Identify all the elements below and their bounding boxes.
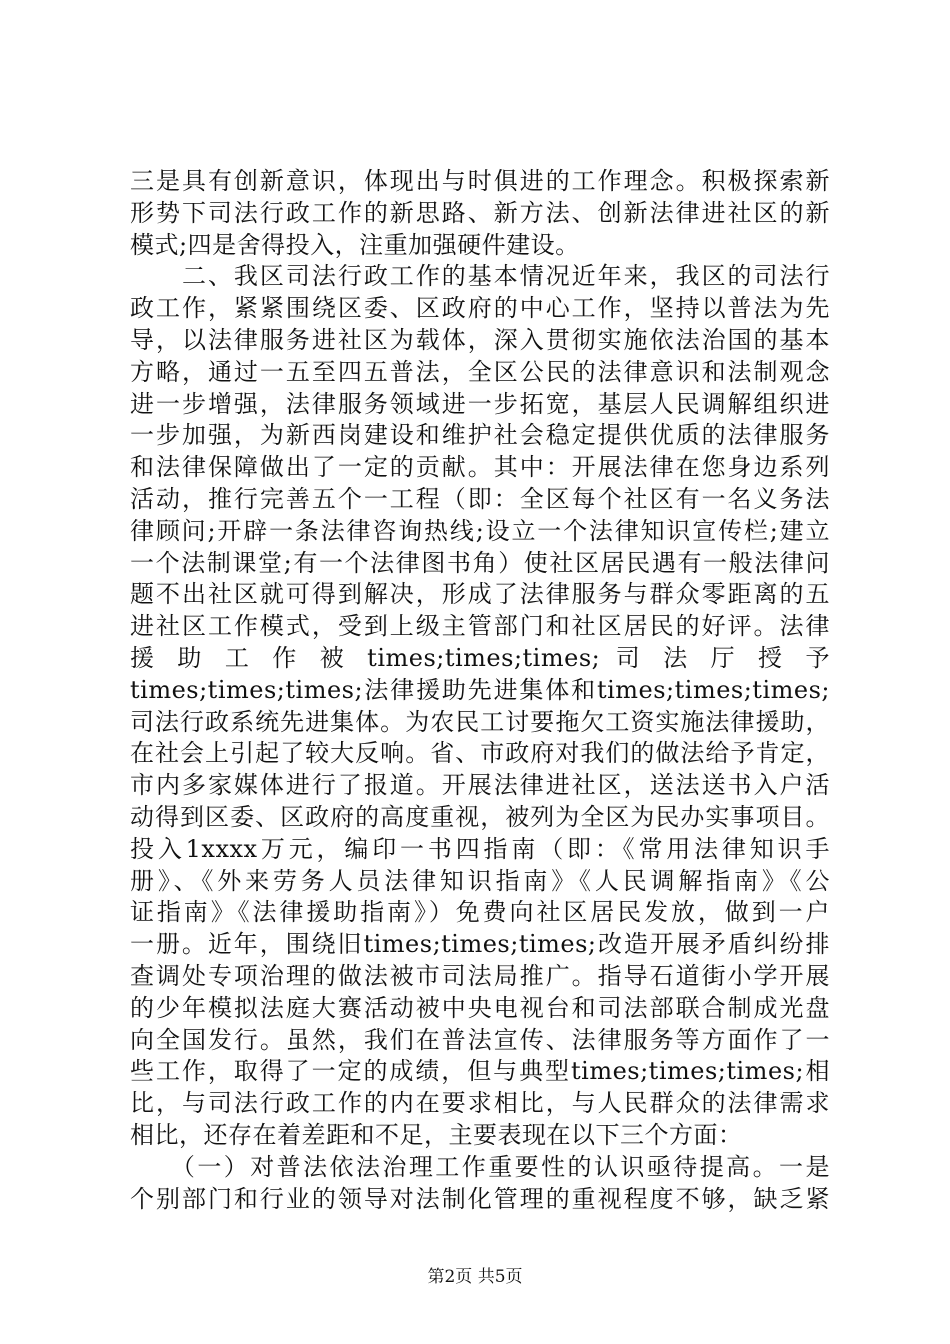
text-line: 政工作，紧紧围绕区委、区政府的中心工作，坚持以普法为先 xyxy=(130,294,830,323)
text-line: 投入1xxxx万元，编印一书四指南（即：《常用法律知识手 xyxy=(130,834,830,863)
text-line: 援 助 工 作 被 times;times;times; 司 法 厅 授 予 xyxy=(130,643,830,672)
text-line: 在社会上引起了较大反响。省、市政府对我们的做法给予肯定， xyxy=(130,739,830,768)
text-line: 方略，通过一五至四五普法，全区公民的法律意识和法制观念 xyxy=(130,357,830,386)
text-line: times;times;times;法律援助先进集体和times;times;times; xyxy=(130,675,830,704)
text-line: 活动，推行完善五个一工程（即：全区每个社区有一名义务法 xyxy=(130,484,830,513)
text-line: 三是具有创新意识，体现出与时俱进的工作理念。积极探索新 xyxy=(130,167,830,195)
text-line: 导，以法律服务进社区为载体，深入贯彻实施依法治国的基本 xyxy=(130,325,830,354)
text-line: 比，与司法行政工作的内在要求相比，与人民群众的法律需求 xyxy=(130,1089,830,1118)
text-line: 模式;四是舍得投入，注重加强硬件建设。 xyxy=(130,230,580,259)
text-line: 向全国发行。虽然，我们在普法宣传、法律服务等方面作了一 xyxy=(130,1025,830,1054)
page-number-footer: 第2页 共5页 xyxy=(427,1267,523,1287)
text-line: 个别部门和行业的领导对法制化管理的重视程度不够，缺乏紧 xyxy=(130,1184,830,1213)
text-line: 相比，还存在着差距和不足，主要表现在以下三个方面： xyxy=(130,1120,743,1149)
text-line: 一册。近年，围绕旧times;times;times;改造开展矛盾纠纷排 xyxy=(130,930,830,959)
text-line: 的少年模拟法庭大赛活动被中央电视台和司法部联合制成光盘 xyxy=(130,993,830,1022)
text-line: 证指南》《法律援助指南》）免费向社区居民发放，做到一户 xyxy=(130,898,830,927)
text-line: 进社区工作模式，受到上级主管部门和社区居民的好评。法律 xyxy=(130,612,830,641)
text-line: 动得到区委、区政府的高度重视，被列为全区为民办实事项目。 xyxy=(130,802,830,831)
text-line: 册》、《外来劳务人员法律知识指南》《人民调解指南》《公 xyxy=(130,866,830,895)
text-line: 和法律保障做出了一定的贡献。其中：开展法律在您身边系列 xyxy=(130,453,830,482)
text-line: 司法行政系统先进集体。为农民工讨要拖欠工资实施法律援助， xyxy=(130,707,830,736)
text-line: 些工作，取得了一定的成绩，但与典型times;times;times;相 xyxy=(130,1057,830,1086)
text-line: 市内多家媒体进行了报道。开展法律进社区，送法送书入户活 xyxy=(130,771,830,800)
text-line: （一）对普法依法治理工作重要性的认识亟待提高。一是 xyxy=(130,1152,830,1181)
text-line: 题不出社区就可得到解决，形成了法律服务与群众零距离的五 xyxy=(130,580,830,609)
text-line: 进一步增强，法律服务领域进一步拓宽，基层人民调解组织进 xyxy=(130,389,830,418)
text-line: 一步加强，为新西岗建设和维护社会稳定提供优质的法律服务 xyxy=(130,421,830,450)
text-line: 一个法制课堂;有一个法律图书角）使社区居民遇有一般法律问 xyxy=(130,548,830,577)
text-line: 律顾问;开辟一条法律咨询热线;设立一个法律知识宣传栏;建立 xyxy=(130,516,830,545)
text-line: 二、我区司法行政工作的基本情况近年来，我区的司法行 xyxy=(130,262,830,291)
document-body xyxy=(130,166,830,1215)
text-line: 形势下司法行政工作的新思路、新方法、创新法律进社区的新 xyxy=(130,198,830,227)
text-line: 查调处专项治理的做法被市司法局推广。指导石道街小学开展 xyxy=(130,961,830,990)
